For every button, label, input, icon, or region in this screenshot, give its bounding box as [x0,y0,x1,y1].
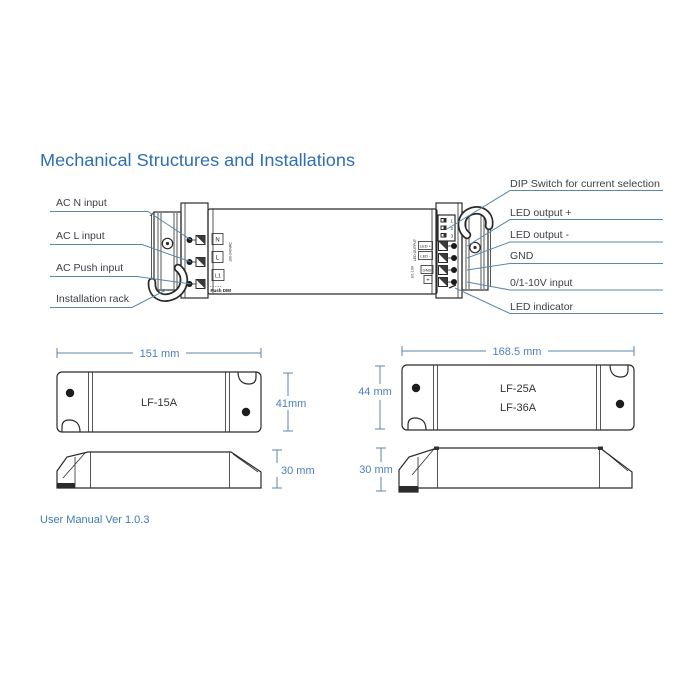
device-body [208,209,437,294]
screw-hole-icon [242,408,250,416]
dim-depth-b: 30 mm [359,464,393,476]
model-b-label-1: LF-25A [499,383,537,395]
terminal-l-label: L [215,255,220,262]
callout-led-output-minus: LED output - [510,229,569,241]
terminal-l1-label: L1 [214,273,222,280]
model-a-label: LF-15A [140,397,178,409]
callout-installation-rack: Installation rack [56,293,129,305]
terminal-n-label: N [215,237,220,244]
callout-gnd: GND [510,250,534,262]
dip-switch [438,215,455,241]
dim-height-b: 44 mm [358,386,392,398]
mounting-notch-icon [238,372,256,384]
dim-width-b: 168.5 mm [492,346,542,358]
dim-depth-a: 30 mm [281,465,315,477]
gnd-label: GND [422,267,432,273]
leader-line [467,242,663,258]
footer-version: User Manual Ver 1.0.3 [40,514,150,526]
screw-hole-icon [412,384,420,392]
dim-width-a: 151 mm [139,348,180,360]
dim-height-a: 41mm [275,398,307,410]
callout-dip-switch: DIP Switch for current selection [510,178,661,190]
screw-hole-icon [66,389,74,397]
leader-line [467,264,663,271]
callout-ac-n-input: AC N input [56,197,107,209]
callout-ac-push-input: AC Push input [56,262,124,274]
input-rating-label: 100-240VAC [228,242,233,262]
callout-led-indicator: LED indicator [510,301,574,313]
mounting-hook-icon [462,210,489,235]
installation-rack-left [150,212,184,298]
callout-0-1-10v-input: 0/1-10V input [510,277,573,289]
mounting-notch-icon [408,418,426,430]
left-callouts [50,197,191,308]
screw-hole-icon [616,400,624,408]
top-view-lf25a [355,343,634,430]
device-top-diagram [50,178,663,314]
side-view-lf25a [357,447,632,493]
dip-number-1: 1 [450,218,454,224]
output-terminal-block [411,203,463,298]
led-plus-label: LED + [419,243,432,249]
installation-rack-right [462,210,491,290]
leader-line [50,245,191,263]
top-view-lf15a [57,345,311,432]
side-view-lf15a [57,450,315,489]
mounting-notch-icon [62,420,80,432]
led-minus-label: LED - [420,253,431,259]
push-dim-label: Push DIM [210,288,232,293]
leader-line [50,277,191,285]
callout-led-output-plus: LED output + [510,207,572,219]
output-terminal-screws [439,242,458,287]
led-indicator-icon [449,285,456,288]
output-note-label: LED OUTPUT [413,238,417,262]
input-terminal-screws [187,236,206,289]
dip-number-3: 3 [450,233,454,239]
callout-ac-l-input: AC L input [56,230,105,242]
model-b-label-2: LF-36A [499,402,537,414]
dip-number-2: 2 [450,226,454,231]
mounting-notch-icon [610,365,628,377]
signal-note-label: 0/1-10V [410,265,415,279]
plus-label: + [426,277,430,284]
page-title: Mechanical Structures and Installations [40,150,356,170]
